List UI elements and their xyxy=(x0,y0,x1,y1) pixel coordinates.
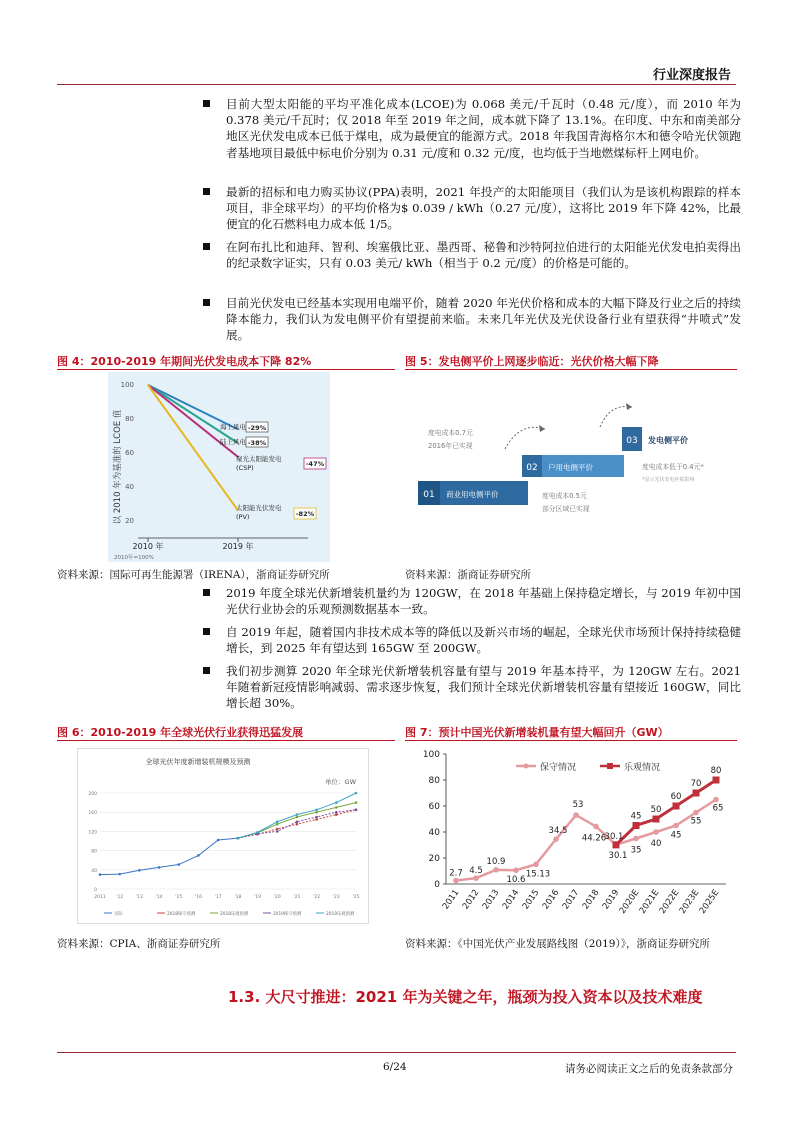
figure-4-chart xyxy=(108,372,330,562)
data-point xyxy=(513,867,519,873)
data-label: 60 xyxy=(670,792,682,802)
data-point xyxy=(138,869,141,872)
y-tick-label: 80 xyxy=(125,415,134,423)
data-label: 34.5 xyxy=(548,826,568,837)
data-label: 65 xyxy=(712,803,724,814)
section-heading: 1.3. 大尺寸推进：2021 年为关键之年，瓶颈为投入资本以及技术难度 xyxy=(228,988,703,1006)
data-point xyxy=(335,813,338,816)
y-tick-label: 120 xyxy=(88,830,97,836)
figure-4-source: 资料来源：国际可再生能源署（IRENA），浙商证券研究所 xyxy=(57,569,330,581)
x-tick-label: '17 xyxy=(214,895,222,900)
x-tick-label: '23 xyxy=(332,895,340,900)
arrow-head xyxy=(626,403,632,410)
bullet-marker xyxy=(203,667,210,674)
bullet-marker xyxy=(203,243,210,250)
y-tick-label: 0 xyxy=(94,888,97,893)
legend-marker xyxy=(524,764,529,769)
page-number: 6/24 xyxy=(383,1061,407,1073)
y-tick-label: 100 xyxy=(120,381,134,389)
data-point xyxy=(177,863,180,866)
data-point xyxy=(633,822,640,829)
y-tick-label: 200 xyxy=(88,792,97,797)
x-tick-label: 2025E xyxy=(697,887,722,916)
series-line xyxy=(148,385,238,443)
change-label: -38% xyxy=(247,439,267,447)
change-label: -47% xyxy=(305,460,325,468)
header-divider xyxy=(57,84,736,85)
data-point xyxy=(355,809,358,812)
x-tick-label: '25 xyxy=(352,895,360,900)
bullet-paragraph: 我们初步测算 2020 年全球光伏新增装机容量有望与 2019 年基本持平，为 120GW 左右。2021 年随着新冠疫情影响减弱、需求逐步恢复，我们预计全球光伏新增装机容量有望接近 160GW，同比增长超 30%。 xyxy=(226,663,741,712)
x-tick-label: '15 xyxy=(175,895,183,900)
y-tick-label: 60 xyxy=(428,802,440,812)
data-labels xyxy=(449,766,723,885)
data-point xyxy=(653,816,660,823)
data-point xyxy=(217,839,220,842)
step-1-note: 2016年已实现 xyxy=(428,442,473,450)
data-label: 53 xyxy=(572,800,584,811)
y-tick-label: 0 xyxy=(434,880,440,890)
data-label: 50 xyxy=(650,805,662,815)
data-point xyxy=(315,811,318,814)
x-ticks xyxy=(441,888,722,916)
figure-5-source: 资料来源：浙商证券研究所 xyxy=(405,569,531,581)
step-2-label: 户用电侧平价 xyxy=(548,463,593,472)
footer-divider xyxy=(57,1052,736,1053)
gridlines xyxy=(100,793,356,889)
x-tick-label: 2015 xyxy=(520,887,542,912)
data-label: 30.1 xyxy=(608,850,628,861)
y-tick-label: 80 xyxy=(91,849,97,855)
step-3-footnote: *显示光伏发电补贴影响 xyxy=(642,477,695,483)
y-axis-label: 以 2010 年为基准的 LCOE 值 xyxy=(113,409,123,525)
arrow-head xyxy=(539,425,545,432)
series-label: (PV) xyxy=(236,513,250,521)
bullet-paragraph: 自 2019 年起，随着国内非技术成本等的降低以及新兴市场的崛起，全球光伏市场预计保持持续稳健增长，到 2025 年有望达到 165GW 至 200GW。 xyxy=(226,624,741,656)
figure-7-title: 图 7：预计中国光伏新增装机量有望大幅回升（GW） xyxy=(405,726,669,739)
data-point xyxy=(118,873,121,876)
figure-4-title: 图 4：2010-2019 年期间光伏发电成本下降 82% xyxy=(57,355,312,368)
series-lines xyxy=(148,385,238,510)
y-tick-label: 100 xyxy=(422,750,440,760)
y-tick-label: 20 xyxy=(125,517,134,525)
step-3-note: 度电成本低于0.4元* xyxy=(642,463,704,471)
x-tick-label: '19 xyxy=(254,895,262,900)
data-point xyxy=(553,836,559,842)
legend xyxy=(104,910,355,917)
data-point xyxy=(237,837,240,840)
bullet-marker xyxy=(203,299,210,306)
data-point xyxy=(315,816,318,819)
data-point xyxy=(533,862,539,868)
series-label: 聚光太阳能发电 xyxy=(236,455,282,463)
x-tick-label: 2023E xyxy=(677,887,702,916)
y-tick-label: 40 xyxy=(428,828,440,838)
data-point xyxy=(653,829,659,835)
data-point xyxy=(713,777,720,784)
data-point xyxy=(296,821,299,824)
data-label: 10.9 xyxy=(486,856,506,867)
data-label: 44.26 xyxy=(581,833,607,844)
x-tick-label: 2020E xyxy=(617,887,642,916)
bullet-paragraph: 目前大型太阳能的平均平准化成本(LCOE)为 0.068 美元/千瓦时（0.48 元/度），而 2010 年为 0.378 美元/千瓦时；仅 2018 年至 2019 年之间，成本就下降了 13.1%。在印度、中东和南美部分地区光伏发电成本已低于煤电，成为最便宜的能源方式。2018 年我国青海格尔木和德令哈光伏领跑者基地项目最低中标电价分别为 0.31 元/度和 0.32 元/度，也均低于当地燃煤标杆上网电价。 xyxy=(226,96,741,161)
series-line xyxy=(100,838,238,874)
figure-7-chart xyxy=(408,744,738,930)
chart-title: 全球光伏年度新增装机规模及预测 xyxy=(145,758,251,766)
legend-label: 2018乐观预测 xyxy=(220,912,249,917)
x-ticks xyxy=(94,894,359,900)
data-point xyxy=(335,801,338,804)
data-label: 30.1 xyxy=(604,831,624,842)
x-tick-label: 2016 xyxy=(540,887,562,912)
data-label: 70 xyxy=(690,779,702,789)
data-point xyxy=(315,809,318,812)
change-label: -82% xyxy=(295,510,315,518)
step-3-number: 03 xyxy=(626,436,638,446)
bullet-marker xyxy=(203,628,210,635)
x-tick-label: 2021E xyxy=(637,887,662,916)
data-label: 45 xyxy=(630,811,642,822)
bullet-marker xyxy=(203,188,210,195)
x-tick-label: '21 xyxy=(293,895,301,900)
data-label: 4.5 xyxy=(469,866,483,877)
step-2-number: 02 xyxy=(526,463,538,473)
data-point xyxy=(276,823,279,826)
data-label: 35 xyxy=(630,845,642,856)
data-point xyxy=(673,803,680,810)
x-tick-label: 2019 xyxy=(600,887,622,912)
y-tick-label: 160 xyxy=(88,811,97,817)
figure-6-title: 图 6：2010-2019 年全球光伏行业获得迅猛发展 xyxy=(57,726,304,739)
data-point xyxy=(693,790,700,797)
x-tick-label: 2019 年 xyxy=(222,542,254,551)
x-tick-label: 2011 xyxy=(94,895,106,900)
data-point xyxy=(473,875,479,881)
change-label: -29% xyxy=(247,424,267,432)
data-point xyxy=(158,866,161,869)
data-point xyxy=(713,797,719,803)
x-tick-label: 2014 xyxy=(500,887,522,912)
figure-4-rule xyxy=(57,369,395,370)
x-tick-label: 2017 xyxy=(560,887,582,912)
series-label: 陆上风电 xyxy=(220,438,246,446)
y-ticks xyxy=(423,750,446,890)
legend-marker xyxy=(607,763,613,769)
x-tick-label: '18 xyxy=(234,895,242,900)
data-point xyxy=(335,806,338,809)
data-point xyxy=(296,813,299,816)
y-tick-label: 60 xyxy=(125,449,134,457)
data-point xyxy=(296,816,299,819)
data-label: 80 xyxy=(710,766,722,776)
data-point xyxy=(315,818,318,821)
y-tick-label: 20 xyxy=(428,854,440,864)
data-point xyxy=(296,823,299,826)
bullet-paragraph: 最新的招标和电力购买协议(PPA)表明，2021 年投产的太阳能项目（我们认为是该机构跟踪的样本项目，非全球平均）的平均价格为$ 0.039 / kWh（0.27 元/度），这将比 2019 年下降 42%，比最便宜的化石燃料电力成本低 1/5。 xyxy=(226,184,741,233)
report-category-title: 行业深度报告 xyxy=(652,68,731,83)
data-label: 55 xyxy=(690,816,702,827)
data-point xyxy=(355,801,358,804)
figure-5-rule xyxy=(405,369,737,370)
x-tick-label: 2012 xyxy=(460,887,482,912)
data-point xyxy=(633,836,639,842)
bullet-paragraph: 在阿布扎比和迪拜、智利、埃塞俄比亚、墨西哥、秘鲁和沙特阿拉伯进行的太阳能光伏发电拍卖得出的纪录数字证实，只有 0.03 美元/ kWh（相当于 0.2 元/度）的价格是可能的。 xyxy=(226,239,741,271)
series-label: 太阳能光伏发电 xyxy=(236,504,282,512)
figure-7-source: 资料来源：《中国光伏产业发展路线图（2019）》，浙商证券研究所 xyxy=(405,938,710,950)
step-1-label: 商业用电侧平价 xyxy=(446,490,499,499)
figure-5-title: 图 5：发电侧平价上网逐步临近：光伏价格大幅下降 xyxy=(405,355,659,368)
series-label: (CSP) xyxy=(236,464,254,472)
arrow-1-2 xyxy=(505,427,545,449)
lcoe-decline-chart xyxy=(108,372,330,562)
x-tick-label: '12 xyxy=(116,895,124,900)
y-tick-label: 80 xyxy=(428,776,440,786)
x-tick-label: '13 xyxy=(135,895,143,900)
legend-label: 2019保守预测 xyxy=(273,912,302,917)
bullet-marker xyxy=(203,100,210,107)
figure-6-source: 资料来源：CPIA、浙商证券研究所 xyxy=(57,938,221,950)
data-point xyxy=(276,830,279,833)
legend-label: 2019乐观预测 xyxy=(326,912,355,917)
data-point xyxy=(197,854,200,857)
series-lines xyxy=(99,792,358,876)
data-point xyxy=(493,867,499,873)
data-point xyxy=(355,792,358,795)
data-point xyxy=(573,812,579,818)
figure-6-chart xyxy=(77,748,369,924)
data-label: 15.13 xyxy=(525,869,551,880)
data-label: 10.6 xyxy=(506,875,526,886)
legend-label: 2018保守预测 xyxy=(167,912,196,917)
legend xyxy=(516,761,660,773)
data-point xyxy=(99,873,102,876)
data-point xyxy=(693,810,699,816)
bullet-marker xyxy=(203,589,210,596)
bullet-paragraph: 2019 年度全球光伏新增装机量约为 120GW，在 2018 年基础上保持稳定增长，与 2019 年初中国光伏行业协会的乐观预测数据基本一致。 xyxy=(226,585,741,617)
legend-label: 乐观情况 xyxy=(624,763,661,773)
y-ticks xyxy=(88,791,97,893)
step-1-number: 01 xyxy=(423,490,435,500)
data-label: 45 xyxy=(670,830,682,841)
x-tick-label: '22 xyxy=(313,895,321,900)
x-tick-label: 2022E xyxy=(657,887,682,916)
step-2-note: 部分区域已实现 xyxy=(542,505,590,513)
data-point xyxy=(335,811,338,814)
unit-label: 单位：GW xyxy=(325,778,356,786)
data-point xyxy=(276,821,279,824)
figure-7-rule xyxy=(405,740,737,741)
data-label: 2.7 xyxy=(449,868,463,879)
x-tick-label: 2011 xyxy=(440,887,462,912)
data-label: 40 xyxy=(650,839,662,849)
data-point xyxy=(613,841,620,848)
x-tick-label: '20 xyxy=(273,895,281,900)
base-note: 2010年=100% xyxy=(114,555,154,561)
step-2-note: 度电成本0.5元 xyxy=(542,492,587,500)
series-line xyxy=(148,385,238,510)
disclaimer-note: 请务必阅读正文之后的免责条款部分 xyxy=(565,1063,733,1075)
y-tick-label: 40 xyxy=(125,483,134,491)
data-point xyxy=(276,828,279,831)
x-tick-label: '16 xyxy=(194,895,202,900)
x-tick-label: 2013 xyxy=(480,887,502,912)
bullet-paragraph: 目前光伏发电已经基本实现用电端平价，随着 2020 年光伏价格和成本的大幅下降及行业之后的持续降本能力，我们认为发电侧平价有望提前来临。未来几年光伏及光伏设备行业有望获得“井喷式”发展。 xyxy=(226,295,741,344)
figure-6-rule xyxy=(57,740,395,741)
data-point xyxy=(256,831,259,834)
step-3-label: 发电侧平价 xyxy=(648,436,688,445)
x-tick-label: 2018 xyxy=(580,887,602,912)
y-tick-label: 40 xyxy=(91,868,97,874)
figure-5-diagram xyxy=(410,385,730,535)
x-tick-label: '14 xyxy=(155,895,163,900)
legend-label: 保守情况 xyxy=(540,763,577,773)
data-point xyxy=(453,878,459,884)
data-point xyxy=(593,824,599,830)
x-tick-label: 2010 年 xyxy=(132,542,164,551)
legend-label: 实际 xyxy=(114,912,123,917)
data-point xyxy=(673,823,679,829)
step-1-note: 度电成本0.7元 xyxy=(428,429,473,437)
series-label: 海上风电 xyxy=(220,423,246,431)
